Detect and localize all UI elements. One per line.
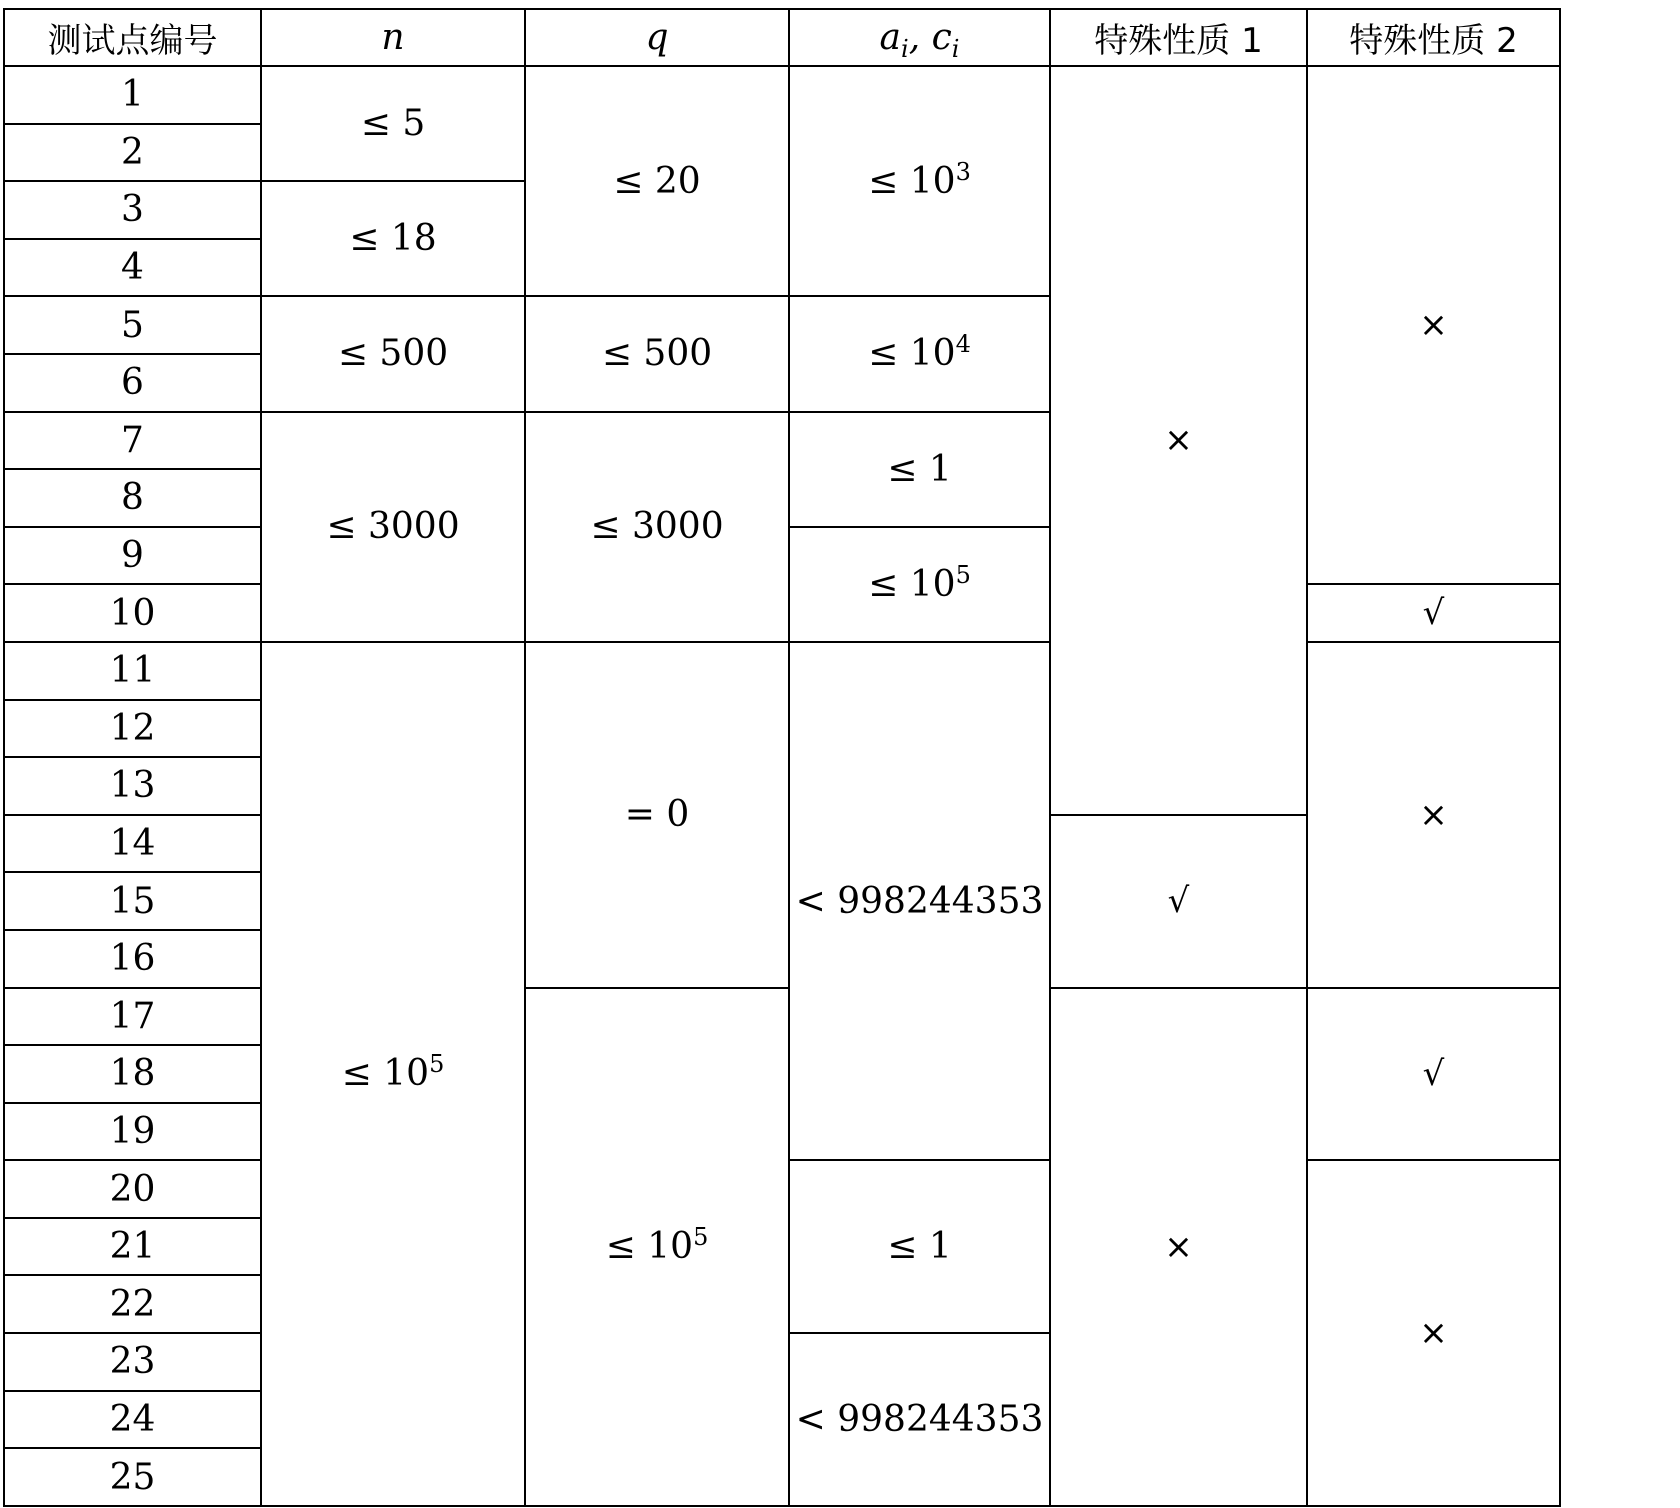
test-id-cell: 2 <box>4 124 261 182</box>
n-range-base: ≤ 10 <box>341 1053 430 1095</box>
table-row <box>4 66 1560 124</box>
header-ai-ci-sub-i1: i <box>901 35 909 64</box>
subtask-table <box>3 8 1561 1507</box>
subtask-table-wrapper <box>3 8 1561 1507</box>
header-row <box>4 9 1560 66</box>
test-id-cell: 19 <box>4 1103 261 1161</box>
ai-ci-range-base: ≤ 10 <box>868 160 956 202</box>
header-ai-ci-separator: , <box>908 17 932 58</box>
ai-ci-range-cell: ≤ 1 <box>789 412 1050 527</box>
special-property-1-cell: × <box>1050 988 1307 1506</box>
test-id-cell: 21 <box>4 1218 261 1276</box>
test-id-cell: 10 <box>4 584 261 642</box>
special-property-2-cell: × <box>1307 642 1560 988</box>
special-property-2-cell: √ <box>1307 584 1560 642</box>
n-range-cell: ≤ 3000 <box>261 412 525 642</box>
table-row <box>4 642 1560 700</box>
test-id-cell: 6 <box>4 354 261 412</box>
test-id-cell: 14 <box>4 815 261 873</box>
test-id-cell: 3 <box>4 181 261 239</box>
ai-ci-range-cell <box>789 296 1050 411</box>
n-range-cell <box>261 642 525 1506</box>
special-property-1-cell: √ <box>1050 815 1307 988</box>
test-id-cell: 12 <box>4 700 261 758</box>
header-ai-ci-c: c <box>931 17 952 58</box>
test-id-cell: 9 <box>4 527 261 585</box>
test-id-cell: 8 <box>4 469 261 527</box>
q-range-exponent: 5 <box>693 1223 709 1252</box>
header-ai-ci-sub-i2: i <box>951 35 960 64</box>
test-id-cell: 16 <box>4 930 261 988</box>
q-range-cell: ≤ 500 <box>525 296 789 411</box>
test-id-cell: 5 <box>4 296 261 354</box>
test-id-cell: 24 <box>4 1391 261 1449</box>
n-range-exponent: 5 <box>429 1050 445 1079</box>
n-range-cell: ≤ 18 <box>261 181 525 296</box>
ai-ci-range-base: ≤ 10 <box>868 333 956 375</box>
header-ai-ci <box>789 9 1050 66</box>
test-id-cell: 13 <box>4 757 261 815</box>
test-id-cell: 4 <box>4 239 261 297</box>
header-ai-ci-a: a <box>879 17 902 58</box>
test-id-cell: 20 <box>4 1160 261 1218</box>
ai-ci-range-base: ≤ 10 <box>868 563 956 605</box>
test-id-cell: 22 <box>4 1275 261 1333</box>
header-q: q <box>525 9 789 66</box>
test-id-cell: 11 <box>4 642 261 700</box>
q-range-cell: = 0 <box>525 642 789 988</box>
ai-ci-range-cell: < 998244353 <box>789 642 1050 1160</box>
special-property-1-cell: × <box>1050 66 1307 815</box>
q-range-cell <box>525 988 789 1506</box>
header-n: n <box>261 9 525 66</box>
ai-ci-range-exponent: 4 <box>955 330 971 359</box>
header-special-property-2: 特殊性质 2 <box>1307 9 1560 66</box>
test-id-cell: 25 <box>4 1448 261 1506</box>
n-range-cell: ≤ 500 <box>261 296 525 411</box>
ai-ci-range-exponent: 5 <box>955 560 971 589</box>
ai-ci-range-cell: ≤ 1 <box>789 1160 1050 1333</box>
q-range-cell: ≤ 20 <box>525 66 789 296</box>
q-range-cell: ≤ 3000 <box>525 412 789 642</box>
header-test-id: 测试点编号 <box>4 9 261 66</box>
test-id-cell: 23 <box>4 1333 261 1391</box>
ai-ci-range-cell <box>789 527 1050 642</box>
test-id-cell: 17 <box>4 988 261 1046</box>
q-range-base: ≤ 10 <box>605 1226 694 1268</box>
ai-ci-range-cell: < 998244353 <box>789 1333 1050 1506</box>
test-id-cell: 1 <box>4 66 261 124</box>
test-id-cell: 15 <box>4 872 261 930</box>
ai-ci-range-exponent: 3 <box>955 157 971 186</box>
special-property-2-cell: × <box>1307 1160 1560 1506</box>
test-id-cell: 7 <box>4 412 261 470</box>
header-special-property-1: 特殊性质 1 <box>1050 9 1307 66</box>
table-row <box>4 988 1560 1046</box>
test-id-cell: 18 <box>4 1045 261 1103</box>
special-property-2-cell: √ <box>1307 988 1560 1161</box>
special-property-2-cell: × <box>1307 66 1560 584</box>
ai-ci-range-cell <box>789 66 1050 296</box>
n-range-cell: ≤ 5 <box>261 66 525 181</box>
